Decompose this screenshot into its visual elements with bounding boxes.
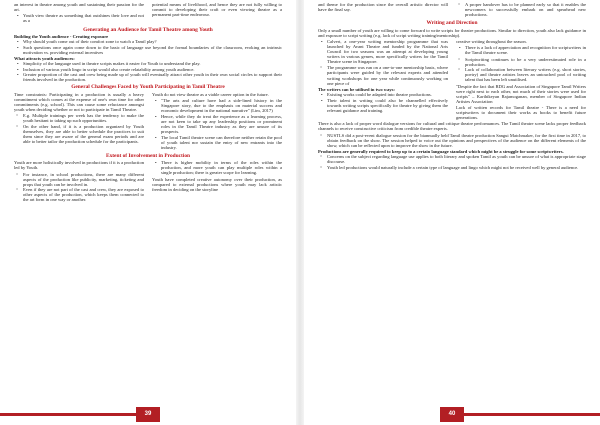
challenges-columns <box>14 92 282 151</box>
list-item: • Calvert, a one-year writing mentorship programme that was launched by Avant Theatre and funded by the National Arts Council for two seasons was an attempt at developing young writers in various genres, more specifically writers for the Tamil Theatre scene in Singapore. <box>327 39 448 64</box>
list-item: • Hence, while they do treat the experience as a learning process, are not keen to take up any leadership positions or prominent roles in the Tamil Theatre industry as they are unsure of its prospects. <box>161 114 282 134</box>
challenges-col-a <box>14 92 144 151</box>
quote: "Despite the fact that RDG and Association of Singapore Tamil Writers were right next to each other, not much of their stories were used for scripts" – Karthikeyan Rajamoganan, member of Singapore Indian Artistes Association <box>456 83 586 104</box>
bullet-list <box>456 45 586 55</box>
list-item: ○ For instance, in school productions, there are many different aspects of the production like publicity, marketing, ticketing and props that youth can be involved in. <box>23 172 144 187</box>
right-page <box>304 0 600 425</box>
right-footer <box>304 395 600 425</box>
list-item: • Youth view theatre as something that outshines their love and not as a <box>23 13 144 23</box>
paragraph: Youth are more holistically involved in productions if it is a production led by Youth. <box>14 160 144 171</box>
left-top-columns <box>14 2 282 25</box>
list-item: • Why should youth come out of their comfort zone to watch a Tamil play? <box>23 39 282 44</box>
left-page <box>0 0 296 425</box>
challenges-col-b <box>152 92 282 151</box>
paragraph: Lack of written records for Tamil theatre - There is a need for scriptwriters to document their works as books to benefit future generations. <box>456 104 586 121</box>
bullet-list <box>318 65 448 85</box>
section-title: General Challenges Faced by Youth Participating in Tamil Theatre <box>71 84 225 91</box>
list-item: • Existing works could be adapted into theatre productions. <box>327 92 448 97</box>
page-number: 40 <box>440 407 464 422</box>
bullet-list <box>14 39 282 55</box>
bullet-list <box>318 154 586 170</box>
section-title: Extent of Involvement in Production <box>105 152 191 159</box>
paragraph: Time constraints: Participating in a production is usually a heavy commitment which comes at the expense of one's own time for other commitments (e.g. school). This can cause some reluctance amongst youth when deciding whether or not to participate in Tamil Theatre. <box>14 91 144 112</box>
section-title: Generating an Audience for Tamil Theatre among Youth <box>83 26 213 33</box>
right-top-columns <box>318 2 586 18</box>
list-item: ○ NUSTLS did a post-event dialogue session for the biannually held Tamil theatre production Sangui Matchmaker, for the first time in 2017, to obtain feedback on the show. The session helped to voice out the opinions and perspectives of the audience on the different elements of the show, which can be reflected upon to improve the show in the future. <box>327 133 586 148</box>
page-number: 39 <box>136 407 160 422</box>
bullet-list <box>318 39 448 64</box>
list-item: ○ Youth led productions would naturally include a certain type of language and lingo which might not be received well by general audience. <box>327 165 586 170</box>
left-page-content <box>14 2 282 395</box>
list-item: • Greater proportion of the cast and crew being made up of youth will eventually attract other youth in their own social circles to support their friends involved in the production. <box>23 72 282 82</box>
quote: • "The arts and culture have had a side-lined history in the Singapore story, due to the emphasis on material success and economic development in the national narrative" (Lim, 2017) <box>161 98 282 113</box>
left-top-col-b <box>152 2 282 25</box>
bullet-list <box>318 133 586 148</box>
list-item: ○ The programme was run on a one-to-one mentorship basis, where participants were guided by the relevant experts and attended writing workshops for one year while continuously working on one piece of <box>327 65 448 85</box>
bullet-list <box>456 57 586 83</box>
paragraph: creative writing throughout the season. <box>456 39 527 45</box>
paragraph: and theme for the production since the overall artistic director will have the final say. <box>318 2 448 13</box>
list-item: ○ Concerns on the subject regarding language use applies to both literary and spoken Tamil as youth can be unsure of what is appropriate stage discourse. <box>327 154 586 164</box>
subheading: The writers can be utilised in two ways: <box>318 86 395 92</box>
left-footer <box>0 395 296 425</box>
left-top-col-a <box>14 2 144 25</box>
right-top-col-b <box>456 2 586 18</box>
writing-columns <box>318 39 586 121</box>
subheading: What attracts youth audiences: <box>14 55 75 61</box>
bullet-list <box>318 92 448 113</box>
list-item: ○ E.g. Multiple trainings per week has the tendency to make the youth hesitant to taking up such opportunities. <box>23 113 144 123</box>
list-item: • Such questions once again come down to the basic of language use beyond the formal boundaries of the classroom, evoking an intrinsic motivation vs. providing external incentives <box>23 45 282 55</box>
list-item: • There is higher mobility in terms of the roles within the production, and more youth can play multiple roles within a single production; there is greater scope for learning. <box>161 160 282 175</box>
right-top-col-a <box>318 2 448 18</box>
writing-col-b <box>456 39 586 121</box>
paragraph: potential means of livelihood, and hence they are not fully willing to commit to developing their craft or even viewing theatre as a permanent part-time endeavour. <box>152 2 282 18</box>
list-item: • Simplicity of the language used in theatre scripts makes it easier for Youth to understand the play. <box>23 61 282 66</box>
paragraph: an interest in theatre among youth and sustaining their passion for the art. <box>14 2 144 13</box>
list-item: ○ Even if they are not part of the cast and crew, they are exposed to other aspects of the production, which keeps them connected to the art form in one way or another. <box>23 187 144 202</box>
right-page-content <box>318 2 586 395</box>
writing-col-a <box>318 39 448 121</box>
list-item: ○ A proper handover has to be planned early so that it enables the newcomers to successfully embark on and spearhead new productions. <box>465 2 586 17</box>
bullet-list <box>14 172 144 203</box>
paragraph: Youth do not view theatre as a viable career option in the future. <box>152 91 269 97</box>
bullet-list <box>14 13 144 23</box>
bullet-list <box>456 2 586 17</box>
paragraph: Youth have completed creative autonomy over their production, as compared to external productions where youth may lack artistic freedom in deciding on the storyline <box>152 176 282 192</box>
book-gutter <box>296 0 304 425</box>
subheading: Productions are generally required to keep up to a certain language standard which might be a struggle for some scriptwriters. <box>318 148 564 154</box>
list-item: ○ On the other hand, if it is a production organized by Youth themselves, they are able to better schedule the practices to suit them since they are aware of the general exam periods and are able to better tailor the production schedule for the participants. <box>23 124 144 144</box>
list-item: • The local Tamil theatre scene can therefore neither retain the pool of youth talent nor sustain the entry of new entrants into the industry. <box>161 135 282 150</box>
list-item: ○ Lack of collaboration between literary writers (e.g. short stories, poetry) and theatre artistes leaves an untouched pool of writing talent that has been left unutilised. <box>465 67 586 82</box>
list-item: • There is a lack of appreciation and recognition for scriptwriters in the Tamil theatre scene. <box>465 45 586 55</box>
bullet-list <box>152 160 282 175</box>
footer-band <box>0 413 146 416</box>
bullet-list <box>14 113 144 144</box>
subheading: Building the Youth audience - Creating exposure <box>14 33 109 39</box>
involvement-col-a <box>14 160 144 203</box>
list-item: • Inclusion of various youth lingo in script would also create relatability among youth audience. <box>23 67 282 72</box>
footer-band <box>454 413 600 416</box>
list-item: ○ Scriptwriting continues to be a very underestimated role in a production. <box>465 57 586 67</box>
section-title: Writing and Direction <box>426 20 478 27</box>
paragraph: Only a small number of youth are willing to come forward to write scripts for theatre productions. Similar to direction, youth also lack guidance in and exposure to script writing (e.g. lack of script writing training/mentorship). <box>318 27 586 38</box>
list-item: • Their talent in writing could also be channelled effectively towards writing scripts specifically for theatre by giving them the relevant guidance and training. <box>327 98 448 113</box>
involvement-columns <box>14 160 282 203</box>
paragraph: There is also a lack of proper word dialogue versions for cultural and critique theatre performances. The Tamil theatre scene lacks proper feedback channels to receive constructive criticism from credible theatre experts. <box>318 121 586 132</box>
bullet-list <box>152 98 282 150</box>
bullet-list <box>14 61 282 82</box>
involvement-col-b <box>152 160 282 203</box>
